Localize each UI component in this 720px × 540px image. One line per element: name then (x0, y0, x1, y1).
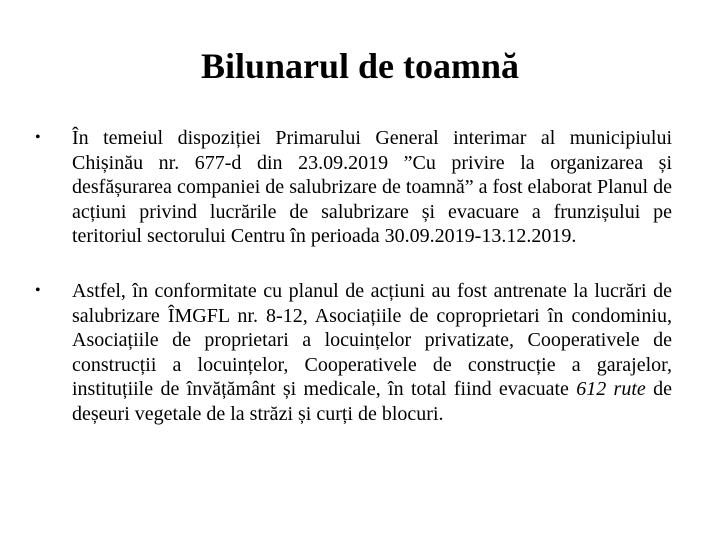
slide-title: Bilunarul de toamnă (200, 46, 520, 86)
routes-count-emphasis: 612 rute (576, 378, 646, 401)
bullet-item-plan (35, 126, 672, 249)
bullet-text: În temeiul dispoziției Primarului General interimar al municipiului Chișinău nr. 677-d din 23.09.2019 ”Cu privire la organizarea și desfășurarea companiei de salubrizare de toamnă” a fost elaborat Planul de acțiuni privind lucrările de salubrizare și evacuare a frunzișului pe teritoriul sectorului Centru în perioada 30.09.2019-13.12.2019. (72, 127, 672, 248)
bullet-list (35, 126, 672, 457)
bullet-text-end: de deșeuri vegetale de la străzi și curți de blocuri. (72, 378, 672, 425)
bullet-item-results (35, 279, 672, 427)
bullet-marker: • (35, 281, 41, 299)
bullet-marker: • (35, 129, 41, 146)
bullet-text-start: Astfel, în conformitate cu planul de acțiuni au fost antrenate la lucrări de salubrizare ÎMGFL nr. 8-12, Asociațiile de coproprietari în condominiu, Asociațiile de proprietari a locuințelor privatizate, Cooperativele de construcții a locuințelor, Cooperativele de construcție a garajelor, instituțiile de învățământ și medicale, în total fiind evacuate (72, 279, 672, 401)
